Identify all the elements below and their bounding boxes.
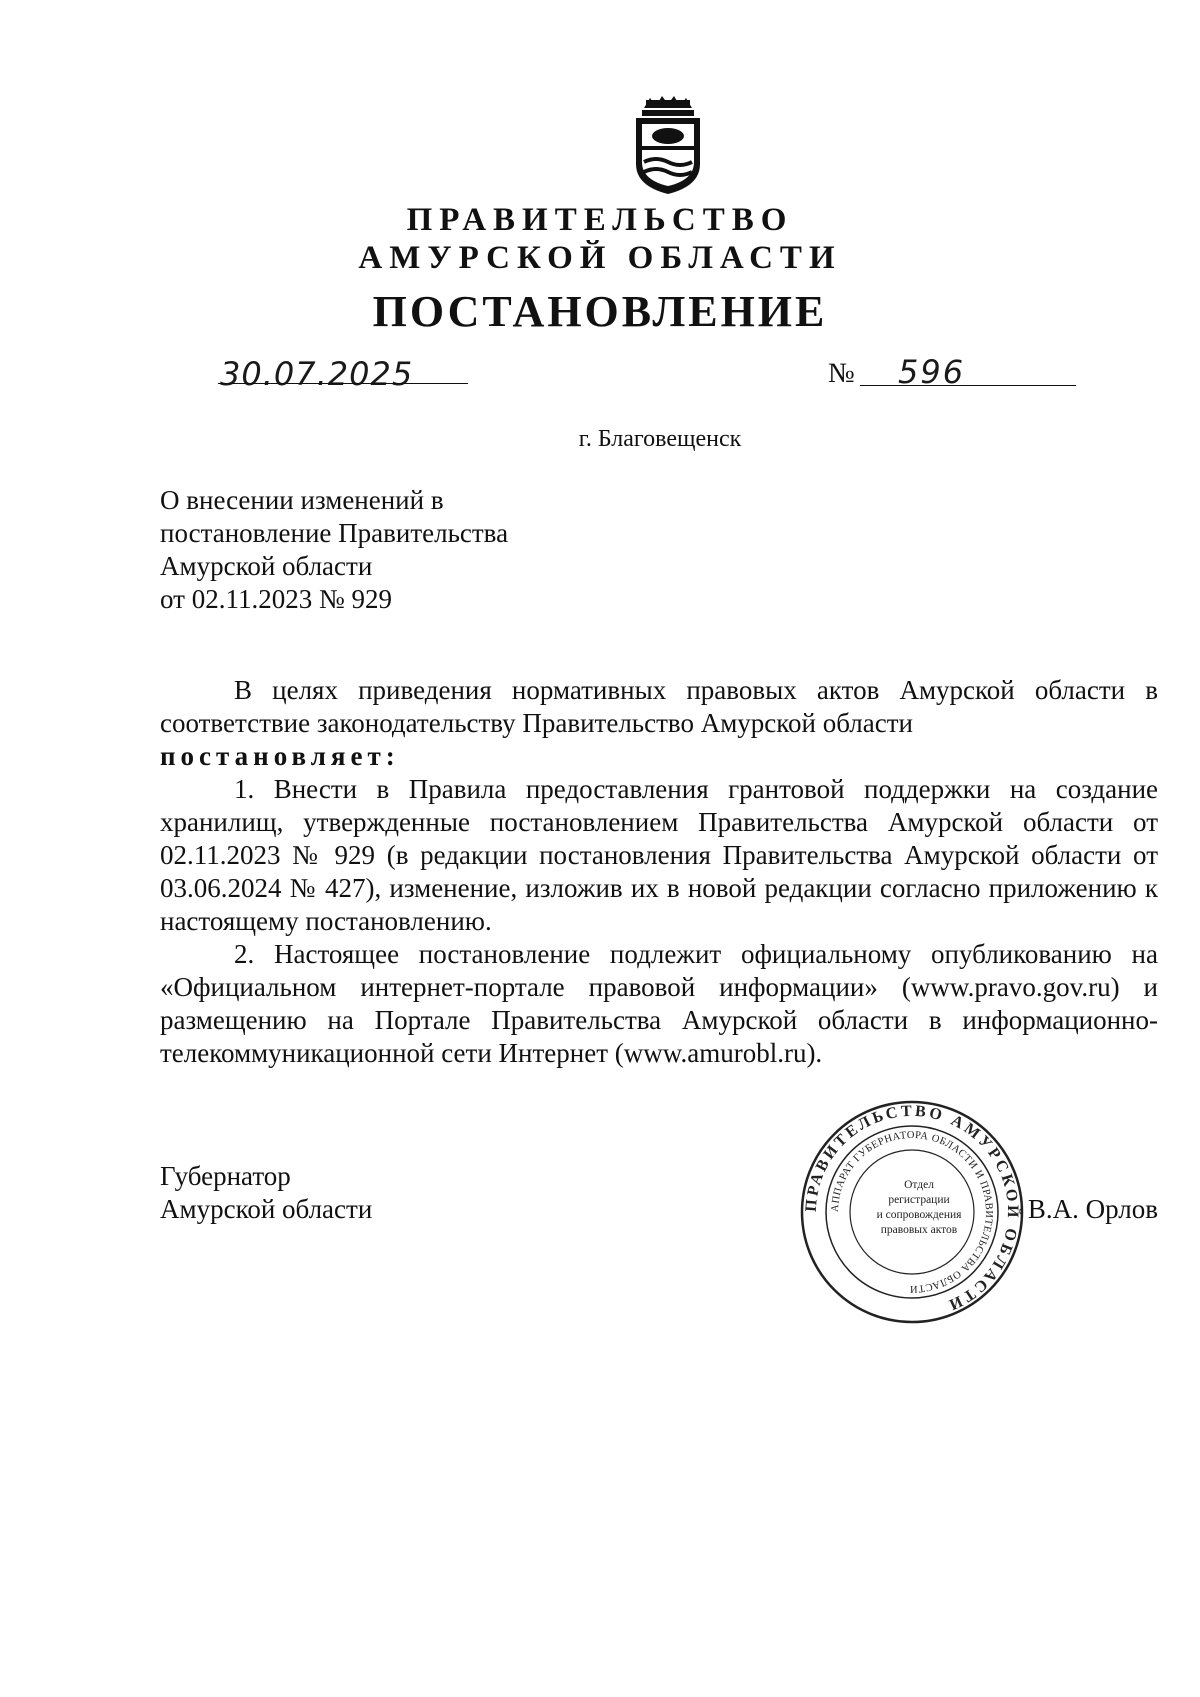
city: г. Благовещенск [578, 426, 742, 452]
org-name-line2: АМУРСКОЙ ОБЛАСТИ [358, 240, 842, 276]
seal-outer-text: ПРАВИТЕЛЬСТВО АМУРСКОЙ ОБЛАСТИ [802, 1102, 1022, 1315]
preamble: В целях приведения нормативных правовых актов Амурской области в соответствие законодательству Правительство Амурской области [160, 675, 1158, 738]
seal-inner-text: АППАРАТ ГУБЕРНАТОРА ОБЛАСТИ И ПРАВИТЕЛЬСТВА ОБЛАСТИ [829, 1129, 995, 1295]
subject-line: постановление Правительства [160, 518, 509, 548]
signer-title-line1: Губернатор [160, 1161, 291, 1191]
signer-title [160, 1160, 372, 1226]
date-underline [218, 383, 468, 384]
subject-line: О внесении изменений в [160, 485, 444, 515]
seal-center-line: Отдел [904, 1179, 934, 1191]
number-sign: № [828, 358, 855, 389]
document-subject [160, 484, 720, 616]
org-name-line1: ПРАВИТЕЛЬСТВО [406, 202, 794, 238]
seal-center-line: правовых актов [880, 1224, 958, 1236]
number-underline [860, 385, 1076, 386]
item-1: 1. Внести в Правила предоставления грантовой поддержки на создание хранилищ, утвержденные постановлением Правительства Амурской области от 02.11.2023 № 929 (в редакции постановления Правительства Амурской области от 03.06.2024 № 427), изменение, изложив их в новой редакции согласно приложению к настоящему постановлению. [160, 774, 1158, 936]
document-body [160, 674, 1158, 1070]
document-type: ПОСТАНОВЛЕНИЕ [372, 287, 828, 336]
item-2: 2. Настоящее постановление подлежит официальному опубликованию на «Официальном интернет-портале правовой информации» (www.pravo.gov.ru) и размещению на Портале Правительства Амурской области в информационно-телекоммуникационной сети Интернет (www.amurobl.ru). [160, 939, 1158, 1068]
seal-center-text [864, 1178, 974, 1238]
coat-of-arms-icon [626, 96, 710, 196]
document-number: 596 [898, 353, 966, 391]
subject-line: Амурской области [160, 551, 373, 581]
signer-name: В.А. Орлов [1027, 1194, 1158, 1224]
subject-line: от 02.11.2023 № 929 [160, 584, 392, 614]
seal-center-line: и сопровождения [876, 1209, 962, 1221]
seal-center-line: регистрации [888, 1194, 950, 1206]
signer-title-line2: Амурской области [160, 1194, 373, 1224]
document-date: 30.07.2025 [220, 355, 414, 393]
resolves-word: постановляет: [160, 741, 400, 771]
